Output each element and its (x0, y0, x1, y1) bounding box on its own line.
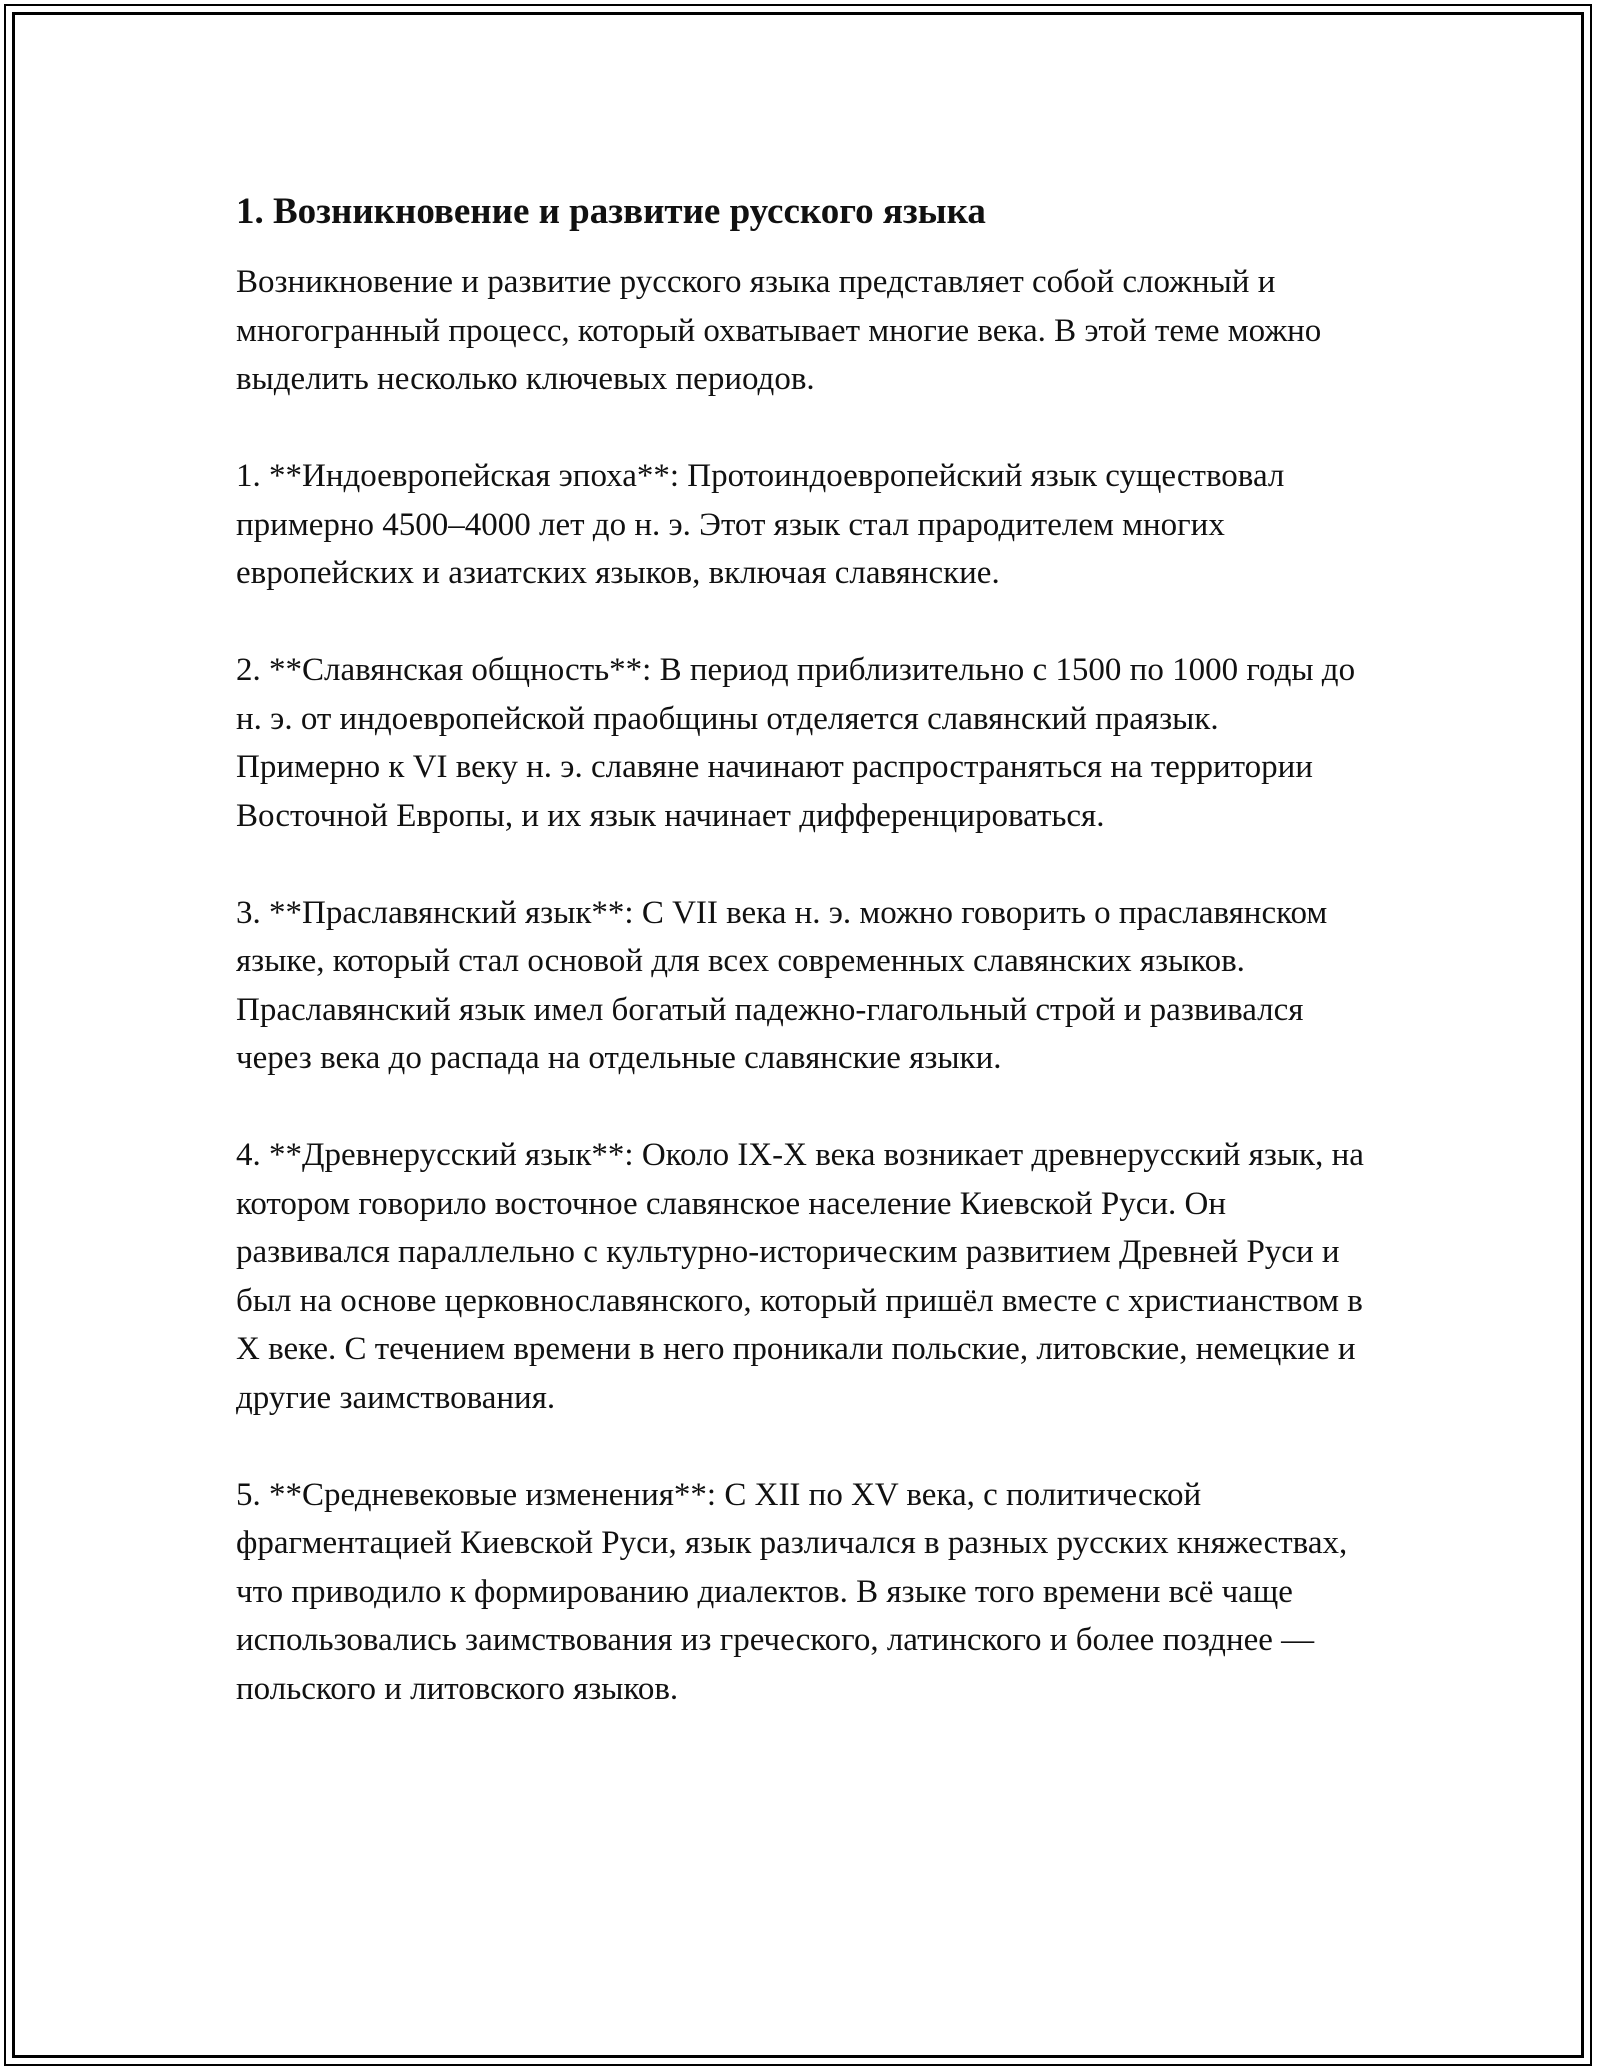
paragraph-proto-slavic-language: 3. **Праславянский язык**: С VII века н. э. можно говорить о праславянском языке, который стал основой для всех современных славянских языков. Праславянский язык имел богатый падежно-глагольный строй и развивался через века до распада на отдельные славянские языки. (236, 894, 1328, 1076)
paragraph-slavic-community: 2. **Славянская общность**: В период приблизительно с 1500 по 1000 годы до н. э. от индоевропейской праобщины отделяется славянский праязык. Примерно к VI веку н. э. славяне начинают распространяться на территории Восточной Европы, и их язык начинает дифференцироваться. (236, 652, 1356, 834)
document-body (236, 188, 1366, 1713)
paragraph-old-russian-language: 4. **Древнерусский язык**: Около IX-X века возникает древнерусский язык, на котором говорило восточное славянское население Киевской Руси. Он развивался параллельно с культурно-историческим развитием Древней Руси и был на основе церковнославянского, который пришёл вместе с христианством в X веке. С течением времени в него проникали польские, литовские, немецкие и другие заимствования. (236, 1137, 1364, 1416)
paragraph-medieval-changes: 5. **Средневековые изменения**: С XII по XV века, с политической фрагментацией Киевской Руси, язык различался в разных русских княжествах, что приводило к формированию диалектов. В языке того времени всё чаще использовались заимствования из греческого, латинского и более позднее — польского и литовского языков. (236, 1476, 1348, 1707)
intro-paragraph: Возникновение и развитие русского языка представляет собой сложный и многогранный процесс, который охватывает многие века. В этой теме можно выделить несколько ключевых периодов. (236, 264, 1322, 397)
paragraph-indo-european-era: 1. **Индоевропейская эпоха**: Протоиндоевропейский язык существовал примерно 4500–4000 лет до н. э. Этот язык стал прародителем многих европейских и азиатских языков, включая славянские. (236, 458, 1285, 591)
document-title: 1. Возникновение и развитие русского языка (236, 191, 986, 232)
